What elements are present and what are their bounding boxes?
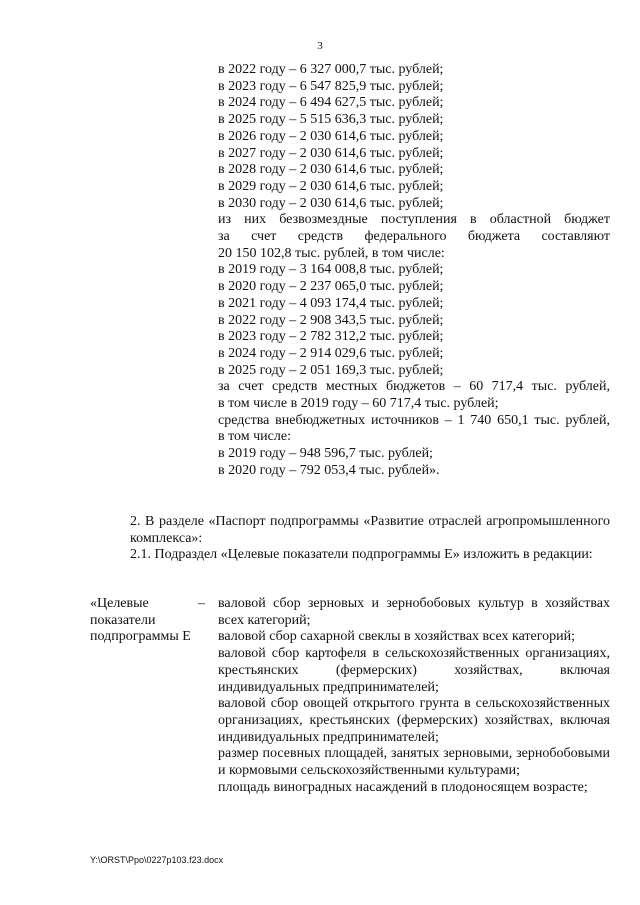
extrabudget-line-2020: в 2020 году – 792 053,4 тыс. рублей». [218, 462, 440, 478]
federal-intro-line: за счет средств федерального бюджета составляют [218, 229, 610, 245]
passport-item: площадь виноградных насаждений в плодоносящем возрасте; [218, 779, 588, 795]
passport-item: валовой сбор сахарной свеклы в хозяйствах всех категорий; [218, 629, 576, 645]
passport-label-line: показатели [90, 612, 156, 628]
passport-dash: – [198, 596, 205, 611]
funding-block [218, 62, 610, 480]
federal-line-2023: в 2023 году – 2 782 312,2 тыс. рублей; [218, 329, 444, 345]
funding-line-2028: в 2028 году – 2 030 614,6 тыс. рублей; [218, 162, 444, 178]
local-budget-line: за счет средств местных бюджетов – 60 717,4 тыс. рублей, [218, 379, 610, 395]
page-number: 3 [317, 40, 323, 52]
extrabudget-line-2019: в 2019 году – 948 596,7 тыс. рублей; [218, 446, 433, 462]
federal-line-2019: в 2019 году – 3 164 008,8 тыс. рублей; [218, 262, 444, 278]
passport-item: размер посевных площадей, занятых зерновыми, зернобобовыми и кормовыми сельскохозяйственными культурами; [218, 746, 610, 779]
extrabudget-line: средства внебюджетных источников – 1 740 650,1 тыс. рублей, [218, 412, 610, 428]
funding-line-2023: в 2023 году – 6 547 825,9 тыс. рублей; [218, 78, 444, 94]
extrabudget-line: в том числе: [218, 429, 291, 445]
federal-intro-line: из них безвозмездные поступления в областной бюджет [218, 212, 610, 228]
federal-line-2022: в 2022 году – 2 908 343,5 тыс. рублей; [218, 312, 444, 328]
funding-line-2029: в 2029 году – 2 030 614,6 тыс. рублей; [218, 178, 444, 194]
passport-item: валовой сбор картофеля в сельскохозяйственных организациях, крестьянских (фермерских) хозяйствах, включая индивидуальных предпринимателей; [218, 646, 610, 695]
funding-line-2027: в 2027 году – 2 030 614,6 тыс. рублей; [218, 145, 444, 161]
passport-item: валовой сбор зерновых и зернобобовых культур в хозяйствах всех категорий; [218, 596, 610, 628]
federal-line-2024: в 2024 году – 2 914 029,6 тыс. рублей; [218, 345, 444, 361]
federal-line-2021: в 2021 году – 4 093 174,4 тыс. рублей; [218, 295, 444, 311]
paragraph-2: 2. В разделе «Паспорт подпрограммы «Развитие отраслей агропромышленного комплекса»: [130, 514, 610, 546]
federal-intro-line: 20 150 102,8 тыс. рублей, в том числе: [218, 245, 445, 261]
funding-line-2025: в 2025 году – 5 515 636,3 тыс. рублей; [218, 112, 444, 128]
funding-line-2024: в 2024 году – 6 494 627,5 тыс. рублей; [218, 95, 444, 111]
funding-line-2026: в 2026 году – 2 030 614,6 тыс. рублей; [218, 128, 444, 144]
federal-line-2020: в 2020 году – 2 237 065,0 тыс. рублей; [218, 279, 444, 295]
funding-line-2030: в 2030 году – 2 030 614,6 тыс. рублей; [218, 195, 444, 211]
passport-label [90, 596, 208, 646]
footer-file-path: Y:\ORST\Ppo\0227p103.f23.docx [90, 855, 224, 865]
passport-items [218, 596, 610, 796]
paragraph-2-1: 2.1. Подраздел «Целевые показатели подпрограммы Е» изложить в редакции: [130, 547, 593, 562]
federal-line-2025: в 2025 году – 2 051 169,3 тыс. рублей; [218, 362, 444, 378]
passport-item: валовой сбор овощей открытого грунта в сельскохозяйственных организациях, крестьянских (фермерских) хозяйствах, включая индивидуальных предпринимателей; [218, 696, 610, 745]
local-budget-line: в том числе в 2019 году – 60 717,4 тыс. рублей; [218, 396, 499, 412]
funding-line-2022: в 2022 году – 6 327 000,7 тыс. рублей; [218, 62, 444, 77]
passport-label-line: «Целевые [90, 596, 149, 611]
passport-label-line: подпрограммы Е [90, 629, 191, 645]
